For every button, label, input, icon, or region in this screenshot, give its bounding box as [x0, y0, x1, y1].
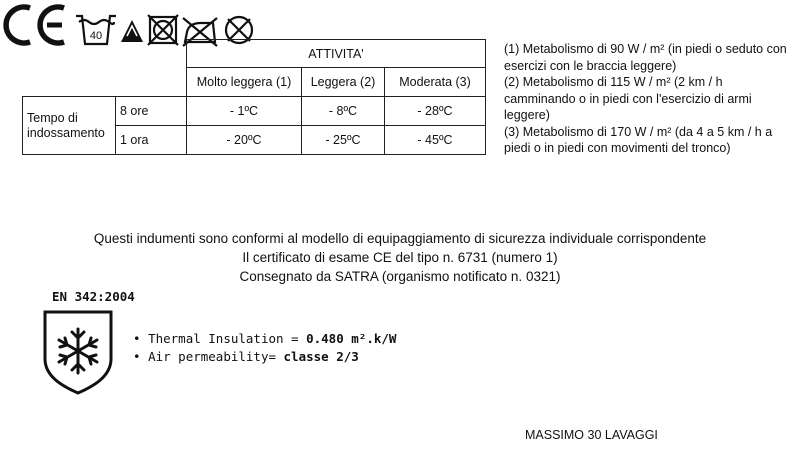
duration-cell: 8 ore [116, 97, 187, 126]
level-header: Moderata (3) [385, 68, 486, 97]
temperature-cell: - 8ºC [302, 97, 385, 126]
duration-cell: 1 ora [116, 126, 187, 155]
wear-time-label-line1: Tempo di [27, 110, 78, 125]
temperature-cell: - 45ºC [385, 126, 486, 155]
declaration-line: Questi indumenti sono conformi al modello di equipaggiamento di sicurezza individuale corrispondente [93, 231, 707, 246]
declaration-line: Il certificato di esame CE del tipo n. 6731 (numero 1) [242, 250, 558, 265]
wash-limit-label: MASSIMO 30 LAVAGGI [525, 428, 658, 442]
table-corner [23, 40, 187, 68]
metabolism-notes [504, 41, 796, 157]
specs-list [133, 330, 396, 366]
activity-table [22, 39, 486, 155]
wear-time-label [23, 97, 116, 155]
wear-time-label-line2: indossamento [27, 125, 105, 140]
note-item: (3) Metabolismo di 170 W / m² (da 4 a 5 km / h a piedi o in piedi con movimenti del tronco) [504, 124, 773, 155]
temperature-cell: - 25ºC [302, 126, 385, 155]
permeability-label: Air permeability= [148, 349, 284, 364]
declaration-line: Consegnato da SATRA (organismo notificato n. 0321) [239, 269, 561, 284]
insulation-value: 0.480 m².k/W [306, 331, 397, 346]
temperature-cell: - 1ºC [187, 97, 302, 126]
insulation-spec: • Thermal Insulation = 0.480 m².k/W [133, 331, 397, 346]
permeability-value: classe 2/3 [283, 349, 359, 364]
temperature-cell: - 20ºC [187, 126, 302, 155]
insulation-label: Thermal Insulation = [148, 331, 307, 346]
standard-code: EN 342:2004 [52, 289, 135, 304]
activity-header: ATTIVITA' [187, 40, 486, 68]
table-corner [23, 68, 187, 97]
note-item: (1) Metabolismo di 90 W / m² (in piedi o seduto con esercizi con le braccia leggere) [504, 42, 787, 73]
permeability-spec: • Air permeability= classe 2/3 [133, 349, 359, 364]
temperature-cell: - 28ºC [385, 97, 486, 126]
wash-temp: 40 [90, 30, 103, 42]
ce-mark-text: CE [35, 29, 37, 30]
cold-protection-shield-icon [42, 309, 114, 395]
note-item: (2) Metabolismo di 115 W / m² (2 km / h camminando o in piedi con l'esercizio di armi leggere) [504, 75, 752, 122]
level-header: Leggera (2) [302, 68, 385, 97]
level-header: Molto leggera (1) [187, 68, 302, 97]
